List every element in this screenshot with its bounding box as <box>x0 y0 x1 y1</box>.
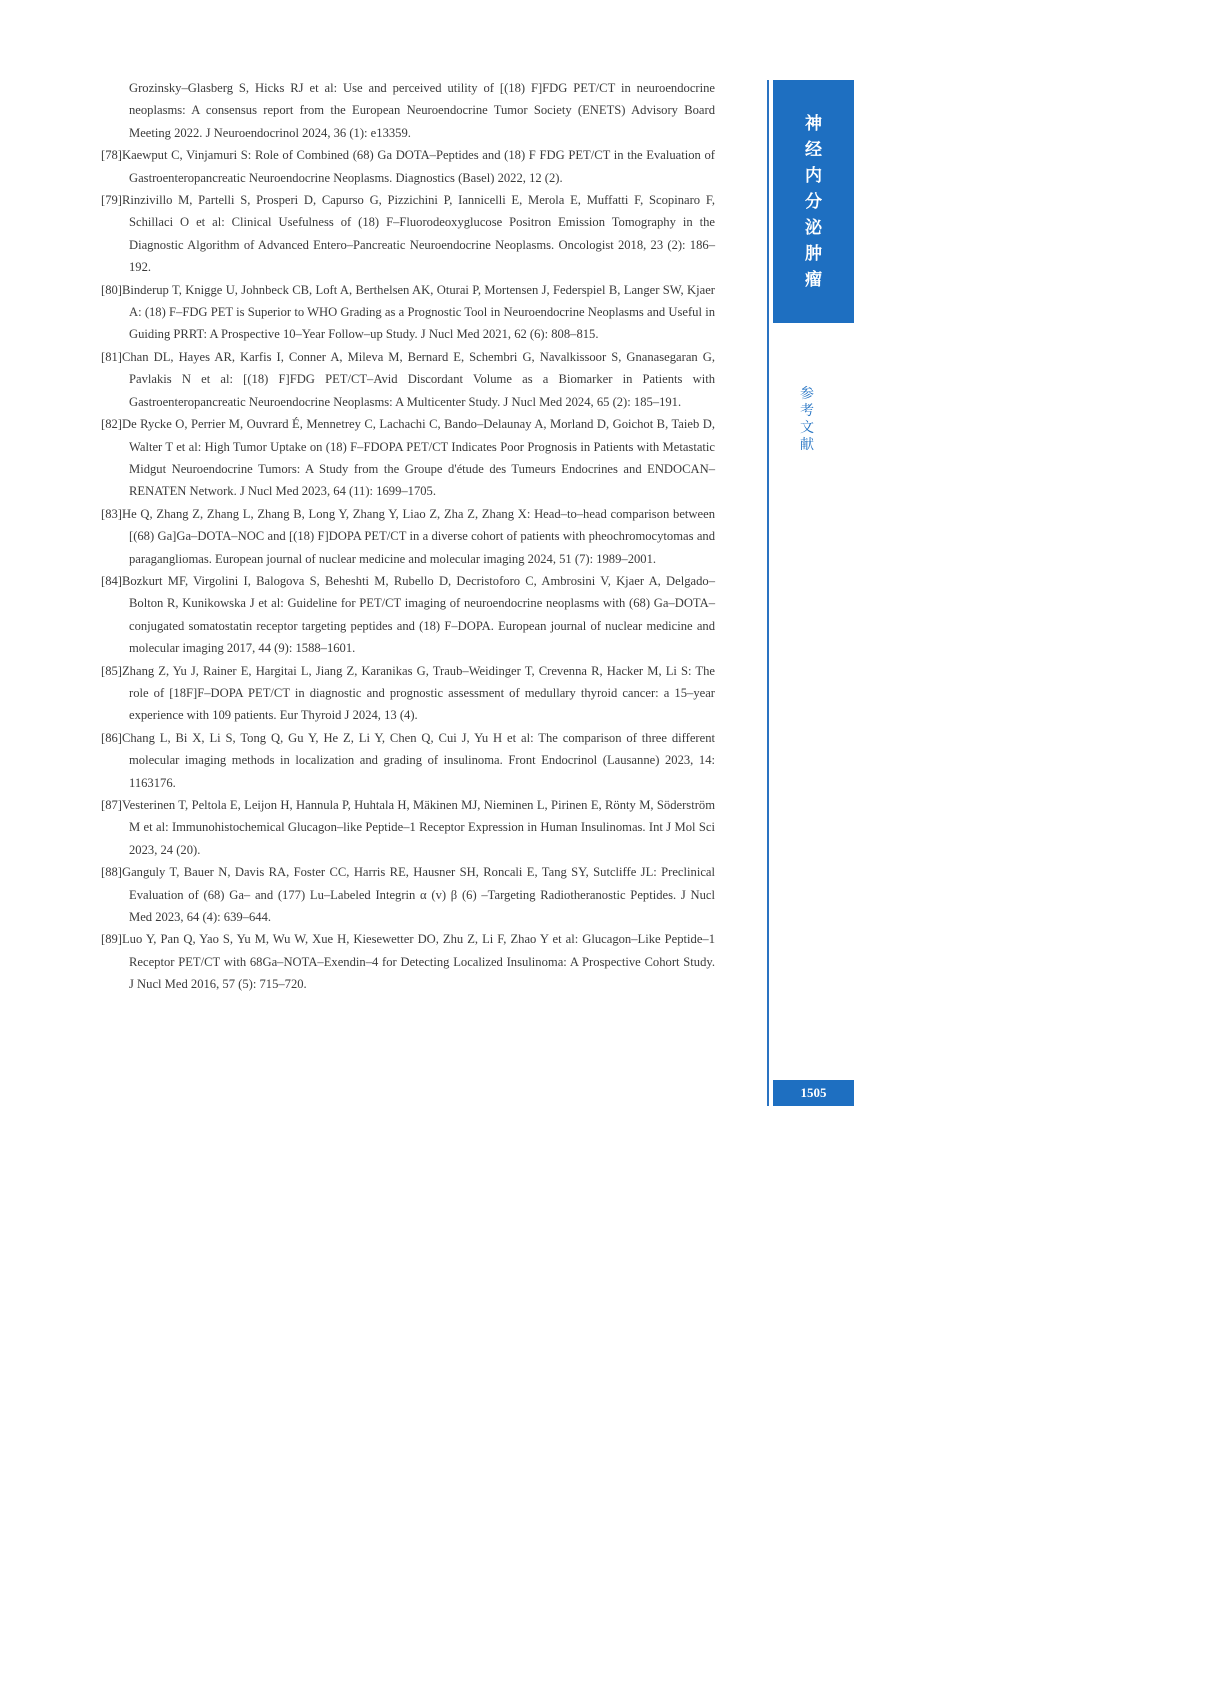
journal-tab-char: 泌 <box>805 217 822 238</box>
reference-number: [87] <box>101 798 122 812</box>
page-number: 1505 <box>773 1080 854 1106</box>
section-label <box>797 386 817 454</box>
reference-item <box>101 413 715 503</box>
reference-text: De Rycke O, Perrier M, Ouvrard É, Mennetrey C, Lachachi C, Bando–Delaunay A, Morland D, Goichot B, Taieb D, Walter T et al: High Tumor Uptake on (18) F–FDOPA PET/CT Indicates Poor Prognosis in Patients with Metastatic Midgut Neuroendocrine Tumors: A Study from the Groupe d'étude des Tumeurs Endocrines and ENDOCAN–RENATEN Network. J Nucl Med 2023, 64 (11): 1699–1705. <box>121 417 715 499</box>
reference-text: Ganguly T, Bauer N, Davis RA, Foster CC, Harris RE, Hausner SH, Roncali E, Tang SY, Sutcliffe JL: Preclinical Evaluation of (68) Ga– and (177) Lu–Labeled Integrin α (v) β (6) –Targeting Radiotheranostic Peptides. J Nucl Med 2023, 64 (4): 639–644. <box>121 865 715 925</box>
reference-number: [82] <box>101 417 122 432</box>
reference-item <box>101 503 715 570</box>
journal-tab-char: 瘤 <box>805 269 822 290</box>
journal-tab-char: 分 <box>805 191 822 212</box>
reference-item <box>101 189 715 279</box>
reference-number: [79] <box>101 193 122 208</box>
reference-text: Rinzivillo M, Partelli S, Prosperi D, Capurso G, Pizzichini P, Iannicelli E, Merola E, Muffatti F, Scopinaro F, Schillaci O et al: Clinical Usefulness of (18) F–Fluorodeoxyglucose Positron Emission Tomography in the Diagnostic Algorithm of Advanced Entero–Pancreatic Neuroendocrine Neoplasms. Oncologist 2018, 23 (2): 186–192. <box>121 193 715 275</box>
reference-text: Chang L, Bi X, Li S, Tong Q, Gu Y, He Z, Li Y, Chen Q, Cui J, Yu H et al: The comparison of three different molecular imaging methods in localization and grading of insulinoma. Front Endocrinol (Lausanne) 2023, 14: 1163176. <box>121 730 715 790</box>
reference-number: [86] <box>101 730 122 745</box>
reference-item <box>101 570 715 660</box>
journal-section-tab <box>773 80 854 323</box>
reference-item <box>101 77 715 144</box>
section-label-char: 文 <box>800 420 814 436</box>
reference-item <box>101 144 715 189</box>
section-label-char: 献 <box>800 437 814 453</box>
reference-item <box>101 660 715 727</box>
reference-item <box>101 279 715 346</box>
section-label-char: 参 <box>800 386 814 402</box>
reference-text: Luo Y, Pan Q, Yao S, Yu M, Wu W, Xue H, Kiesewetter DO, Zhu Z, Li F, Zhao Y et al: Glucagon–Like Peptide–1 Receptor PET/CT with 68Ga–NOTA–Exendin–4 for Detecting Localized Insulinoma: A Prospective Cohort Study. J Nucl Med 2016, 57 (5): 715–720. <box>121 932 715 992</box>
reference-number: [84] <box>101 573 122 588</box>
reference-text: He Q, Zhang Z, Zhang L, Zhang B, Long Y, Zhang Y, Liao Z, Zha Z, Zhang X: Head–to–head comparison between [(68) Ga]Ga–DOTA–NOC and [(18) F]DOPA PET/CT in a diverse cohort of patients with pheochromocytomas and paragangliomas. European journal of nuclear medicine and molecular imaging 2024, 51 (7): 1989–2001. <box>121 506 715 566</box>
reference-number: [89] <box>101 932 122 947</box>
reference-text: Bozkurt MF, Virgolini I, Balogova S, Beheshti M, Rubello D, Decristoforo C, Ambrosini V, Kjaer A, Delgado–Bolton R, Kunikowska J et al: Guideline for PET/CT imaging of neuroendocrine neoplasms with (68) Ga–DOTA–conjugated somatostatin receptor targeting peptides and (18) F–DOPA. European journal of nuclear medicine and molecular imaging 2017, 44 (9): 1588–1601. <box>121 573 715 656</box>
reference-item <box>101 861 715 928</box>
reference-text: Vesterinen T, Peltola E, Leijon H, Hannula P, Huhtala H, Mäkinen MJ, Nieminen L, Pirinen E, Rönty M, Söderström M et al: Immunohistochemical Glucagon–like Peptide–1 Receptor Expression in Human Insulinomas. Int J Mol Sci 2023, 24 (20). <box>121 798 715 857</box>
reference-item <box>101 727 715 794</box>
reference-number: [78] <box>101 148 122 163</box>
reference-item <box>101 928 715 995</box>
reference-number: [81] <box>101 349 122 364</box>
reference-item <box>101 794 715 861</box>
section-label-char: 考 <box>800 403 814 419</box>
reference-number: [85] <box>101 663 122 678</box>
journal-tab-char: 经 <box>805 139 822 160</box>
reference-text: Kaewput C, Vinjamuri S: Role of Combined (68) Ga DOTA–Peptides and (18) F FDG PET/CT in the Evaluation of Gastroenteropancreatic Neuroendocrine Neoplasms. Diagnostics (Basel) 2022, 12 (2). <box>121 148 715 185</box>
reference-number: [83] <box>101 506 122 521</box>
reference-number: [88] <box>101 865 122 880</box>
reference-list <box>101 77 715 996</box>
reference-text: Chan DL, Hayes AR, Karfis I, Conner A, Mileva M, Bernard E, Schembri G, Navalkissoor S, Gnanasegaran G, Pavlakis N et al: [(18) F]FDG PET/CT–Avid Discordant Volume as a Biomarker in Patients with Gastroenteropancreatic Neuroendocrine Neoplasms: A Multicenter Study. J Nucl Med 2024, 65 (2): 185–191. <box>121 349 715 409</box>
reference-item <box>101 346 715 413</box>
reference-text: Zhang Z, Yu J, Rainer E, Hargitai L, Jiang Z, Karanikas G, Traub–Weidinger T, Crevenna R, Hacker M, Li S: The role of [18F]F–DOPA PET/CT in diagnostic and prognostic assessment of medullary thyroid cancer: a 15–year experience with 109 patients. Eur Thyroid J 2024, 13 (4). <box>121 663 715 723</box>
journal-tab-char: 内 <box>805 165 822 186</box>
reference-number: [80] <box>101 282 122 297</box>
reference-text: Binderup T, Knigge U, Johnbeck CB, Loft A, Berthelsen AK, Oturai P, Mortensen J, Federspiel B, Langer SW, Kjaer A: (18) F–FDG PET is Superior to WHO Grading as a Prognostic Tool in Neuroendocrine Neoplasms and Useful in Guiding PRRT: A Prospective 10–Year Follow–up Study. J Nucl Med 2021, 62 (6): 808–815. <box>121 282 715 342</box>
journal-tab-char: 肿 <box>805 243 822 264</box>
journal-tab-char: 神 <box>805 113 822 134</box>
reference-text: Grozinsky–Glasberg S, Hicks RJ et al: Use and perceived utility of [(18) F]FDG PET/CT in neuroendocrine neoplasms: A consensus report from the European Neuroendocrine Tumor Society (ENETS) Advisory Board Meeting 2022. J Neuroendocrinol 2024, 36 (1): e13359. <box>129 81 715 140</box>
margin-divider <box>767 80 769 1106</box>
